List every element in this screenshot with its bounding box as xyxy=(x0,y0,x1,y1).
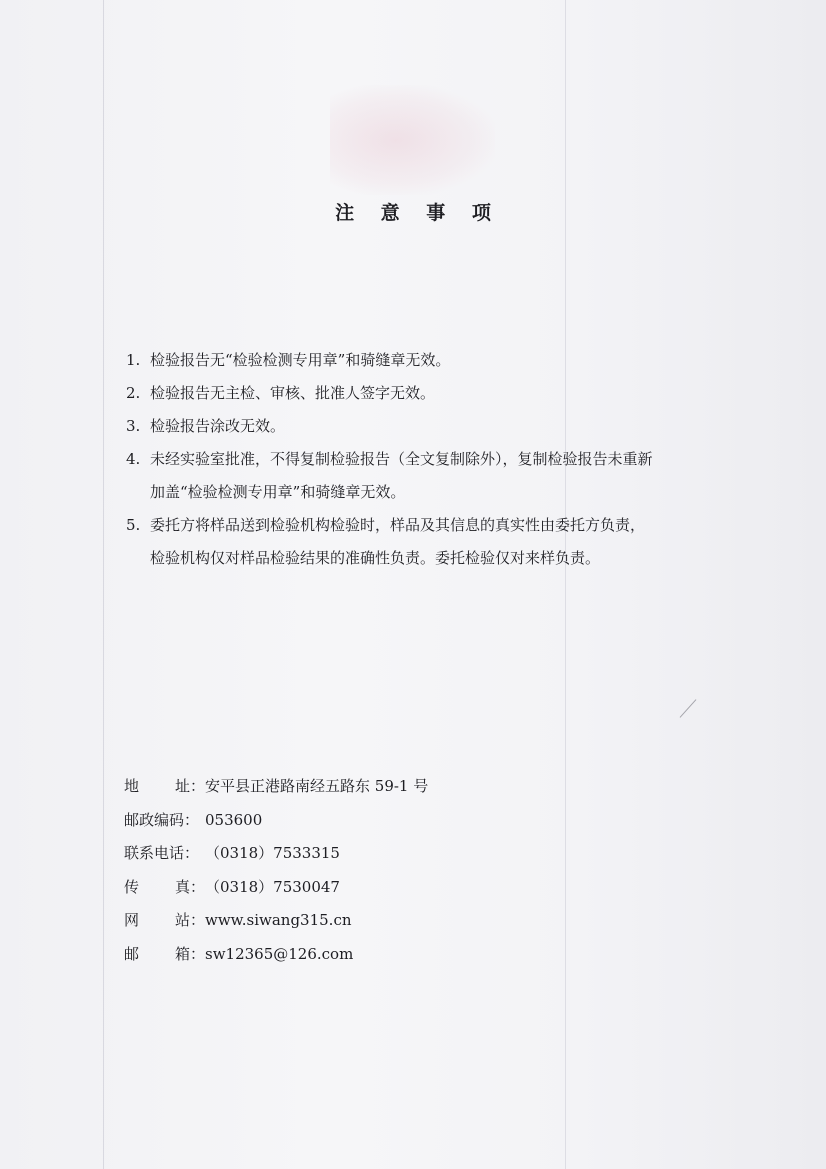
postcode-value: 053600 xyxy=(205,810,263,829)
note-line: 检验机构仅对样品检验结果的准确性负责。委托检验仅对来样负责。 xyxy=(150,549,601,567)
list-item xyxy=(126,443,726,509)
note-text xyxy=(150,344,726,377)
note-number: 4. xyxy=(126,450,141,468)
website-label-char: 站： xyxy=(174,911,205,929)
note-text xyxy=(150,443,726,509)
fax-label-char: 真： xyxy=(174,877,205,896)
note-line: 未经实验室批准，不得复制检验报告（全文复制除外），复制检验报告未重新 xyxy=(150,450,653,468)
note-text xyxy=(150,509,726,575)
note-number: 3. xyxy=(126,417,141,435)
email-row xyxy=(124,938,428,972)
note-text xyxy=(150,377,726,410)
email-label-char: 邮 xyxy=(124,944,140,963)
list-item xyxy=(126,377,726,410)
phone-label: 联系电话： xyxy=(124,844,200,862)
postcode-row xyxy=(124,804,428,838)
note-line: 检验报告无“检验检测专用章”和骑缝章无效。 xyxy=(150,351,451,369)
note-text xyxy=(150,410,726,443)
address-label-char: 址： xyxy=(174,777,205,795)
address-label xyxy=(124,770,205,804)
address-value: 安平县正港路南经五路东 59-1 号 xyxy=(205,777,429,795)
note-line: 检验报告无主检、审核、批准人签字无效。 xyxy=(150,384,436,402)
phone-row xyxy=(124,837,428,871)
website-label xyxy=(124,904,205,938)
postcode-label: 邮政编码： xyxy=(124,810,200,829)
faded-stamp-imprint xyxy=(330,85,495,195)
fax-value: （0318）7530047 xyxy=(205,877,340,896)
phone-value: （0318）7533315 xyxy=(205,844,340,862)
email-label xyxy=(124,938,205,972)
address-label-char: 地 xyxy=(124,777,140,795)
pen-mark xyxy=(680,699,697,718)
note-line: 委托方将样品送到检验机构检验时，样品及其信息的真实性由委托方负责， xyxy=(150,516,646,534)
fax-label xyxy=(124,871,205,905)
email-value: sw12365@126.com xyxy=(205,944,354,963)
page-fold-line-right xyxy=(565,0,566,1169)
address-row xyxy=(124,770,428,804)
fax-label-char: 传 xyxy=(124,877,140,896)
notes-list xyxy=(126,344,726,575)
note-line: 检验报告涂改无效。 xyxy=(150,417,286,435)
contact-info xyxy=(124,770,428,971)
note-number: 5. xyxy=(126,516,141,534)
email-label-char: 箱： xyxy=(174,944,205,963)
page-fold-line-left xyxy=(103,0,104,1169)
page-title: 注 意 事 项 xyxy=(335,202,501,224)
website-value: www.siwang315.cn xyxy=(205,911,352,929)
list-item xyxy=(126,410,726,443)
list-item xyxy=(126,509,726,575)
website-label-char: 网 xyxy=(124,911,140,929)
note-number: 2. xyxy=(126,384,141,402)
list-item xyxy=(126,344,726,377)
note-line: 加盖“检验检测专用章”和骑缝章无效。 xyxy=(150,483,406,501)
website-row xyxy=(124,904,428,938)
fax-row xyxy=(124,871,428,905)
note-number: 1. xyxy=(126,351,141,369)
